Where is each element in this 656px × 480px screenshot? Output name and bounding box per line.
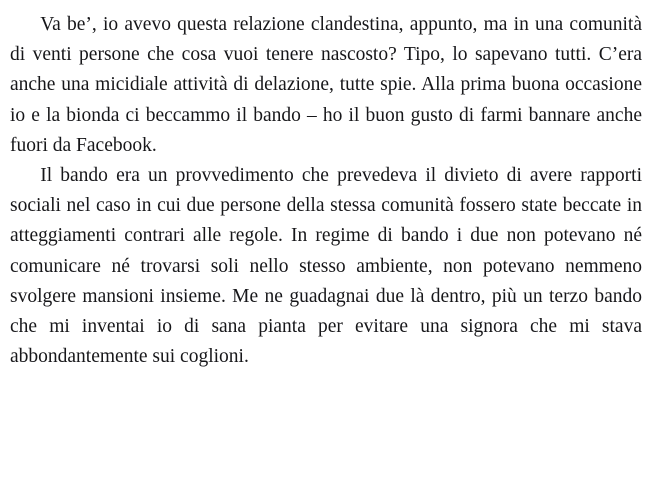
paragraph-1: Va be’, io avevo questa relazione clandestina, appunto, ma in una comunità di venti persone che cosa vuoi tenere nascosto? Tipo, lo sapevano tutti. C’era anche una micidiale attività di delazione, tutte spie. Alla prima buona occasione io e la bionda ci beccammo il bando – ho il buon gusto di farmi bannare anche fuori da Facebook. [10,14,642,156]
paragraph-2: Il bando era un provvedimento che prevedeva il divieto di avere rapporti sociali nel caso in cui due persone della stessa comunità fossero state beccate in atteggiamenti contrari alle regole. In regime di bando i due non potevano né comunicare né trovarsi soli nello stesso ambiente, non potevano nemmeno svolgere mansioni insieme. Me ne guadagnai due là dentro, più un terzo bando che mi inventai io di sana pianta per evitare una signora che mi stava abbondantemente sui coglioni. [10,165,642,368]
body-text-block [10,10,642,372]
